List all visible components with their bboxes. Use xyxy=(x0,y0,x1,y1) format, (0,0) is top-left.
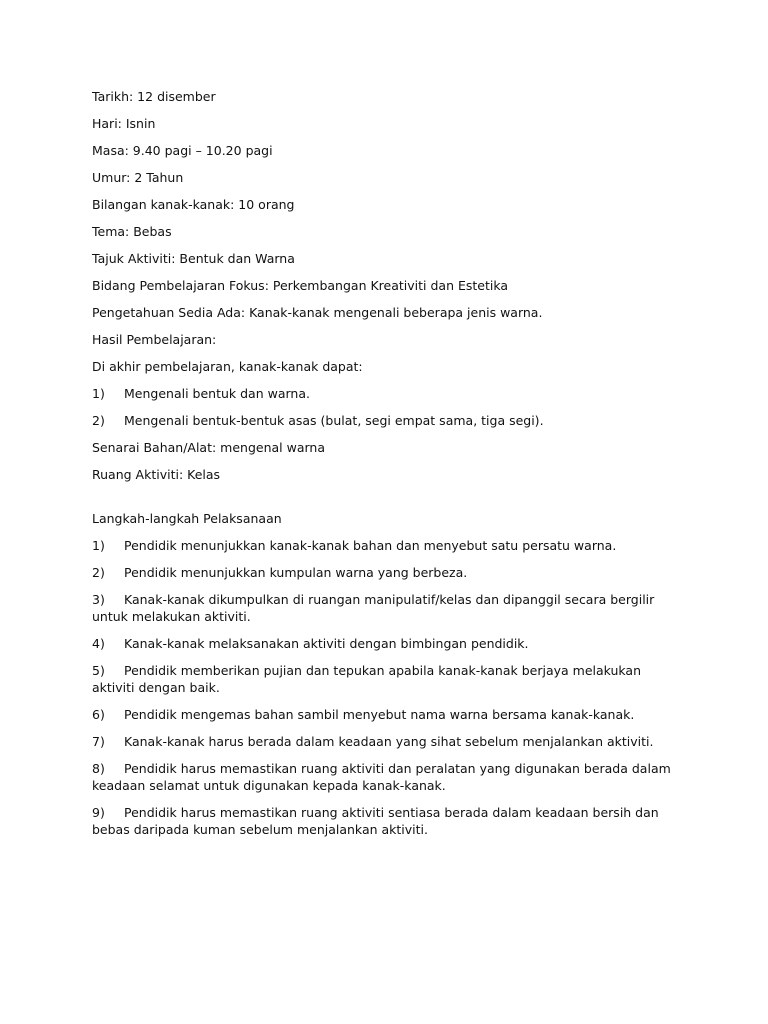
tajuk-line: Tajuk Aktiviti: Bentuk dan Warna xyxy=(92,251,295,266)
item-number: 1) xyxy=(92,538,105,553)
lesson-plan-document xyxy=(92,88,692,848)
bilangan-line: Bilangan kanak-kanak: 10 orang xyxy=(92,197,295,212)
langkah-item xyxy=(92,537,692,554)
hasil-title: Hasil Pembelajaran: xyxy=(92,332,217,347)
hasil-intro: Di akhir pembelajaran, kanak-kanak dapat: xyxy=(92,359,363,374)
item-text: Pendidik menunjukkan kumpulan warna yang berbeza. xyxy=(124,565,468,580)
item-text: Kanak-kanak harus berada dalam keadaan yang sihat sebelum menjalankan aktiviti. xyxy=(124,734,654,749)
item-text: Mengenali bentuk-bentuk asas (bulat, segi empat sama, tiga segi). xyxy=(124,413,544,428)
langkah-item xyxy=(92,662,677,696)
item-text: Pendidik harus memastikan ruang aktiviti dan peralatan yang digunakan berada dalam keadaan selamat untuk digunakan kepada kanak-kanak. xyxy=(92,761,671,793)
item-text: Kanak-kanak dikumpulkan di ruangan manipulatif/kelas dan dipanggil secara bergilir untuk melakukan aktiviti. xyxy=(92,592,655,624)
item-number: 8) xyxy=(92,761,105,776)
langkah-item xyxy=(92,591,677,625)
langkah-title: Langkah-langkah Pelaksanaan xyxy=(92,511,282,526)
hasil-item xyxy=(92,412,692,429)
tema-line: Tema: Bebas xyxy=(92,224,172,239)
item-number: 9) xyxy=(92,805,105,820)
pengetahuan-line: Pengetahuan Sedia Ada: Kanak-kanak mengenali beberapa jenis warna. xyxy=(92,305,543,320)
hasil-item xyxy=(92,385,692,402)
item-text: Pendidik mengemas bahan sambil menyebut nama warna bersama kanak-kanak. xyxy=(124,707,635,722)
item-number: 5) xyxy=(92,663,105,678)
langkah-item xyxy=(92,564,692,581)
item-text: Pendidik memberikan pujian dan tepukan apabila kanak-kanak berjaya melakukan aktiviti dengan baik. xyxy=(92,663,642,695)
langkah-item xyxy=(92,733,692,750)
langkah-item xyxy=(92,804,677,838)
item-text: Pendidik harus memastikan ruang aktiviti sentiasa berada dalam keadaan bersih dan bebas daripada kuman sebelum menjalankan aktiviti. xyxy=(92,805,659,837)
item-number: 4) xyxy=(92,636,105,651)
item-number: 1) xyxy=(92,386,105,401)
langkah-item xyxy=(92,760,677,794)
item-text: Kanak-kanak melaksanakan aktiviti dengan bimbingan pendidik. xyxy=(124,636,529,651)
langkah-item xyxy=(92,635,692,652)
langkah-item xyxy=(92,706,692,723)
item-number: 7) xyxy=(92,734,105,749)
item-text: Pendidik menunjukkan kanak-kanak bahan dan menyebut satu persatu warna. xyxy=(124,538,617,553)
senarai-line: Senarai Bahan/Alat: mengenal warna xyxy=(92,440,326,455)
masa-line: Masa: 9.40 pagi – 10.20 pagi xyxy=(92,143,273,158)
item-number: 6) xyxy=(92,707,105,722)
bidang-line: Bidang Pembelajaran Fokus: Perkembangan Kreativiti dan Estetika xyxy=(92,278,509,293)
item-number: 3) xyxy=(92,592,105,607)
hari-line: Hari: Isnin xyxy=(92,116,156,131)
item-text: Mengenali bentuk dan warna. xyxy=(124,386,310,401)
item-number: 2) xyxy=(92,565,105,580)
ruang-line: Ruang Aktiviti: Kelas xyxy=(92,467,221,482)
umur-line: Umur: 2 Tahun xyxy=(92,170,184,185)
tarikh-line: Tarikh: 12 disember xyxy=(92,89,216,104)
section-gap xyxy=(92,493,692,510)
item-number: 2) xyxy=(92,413,105,428)
